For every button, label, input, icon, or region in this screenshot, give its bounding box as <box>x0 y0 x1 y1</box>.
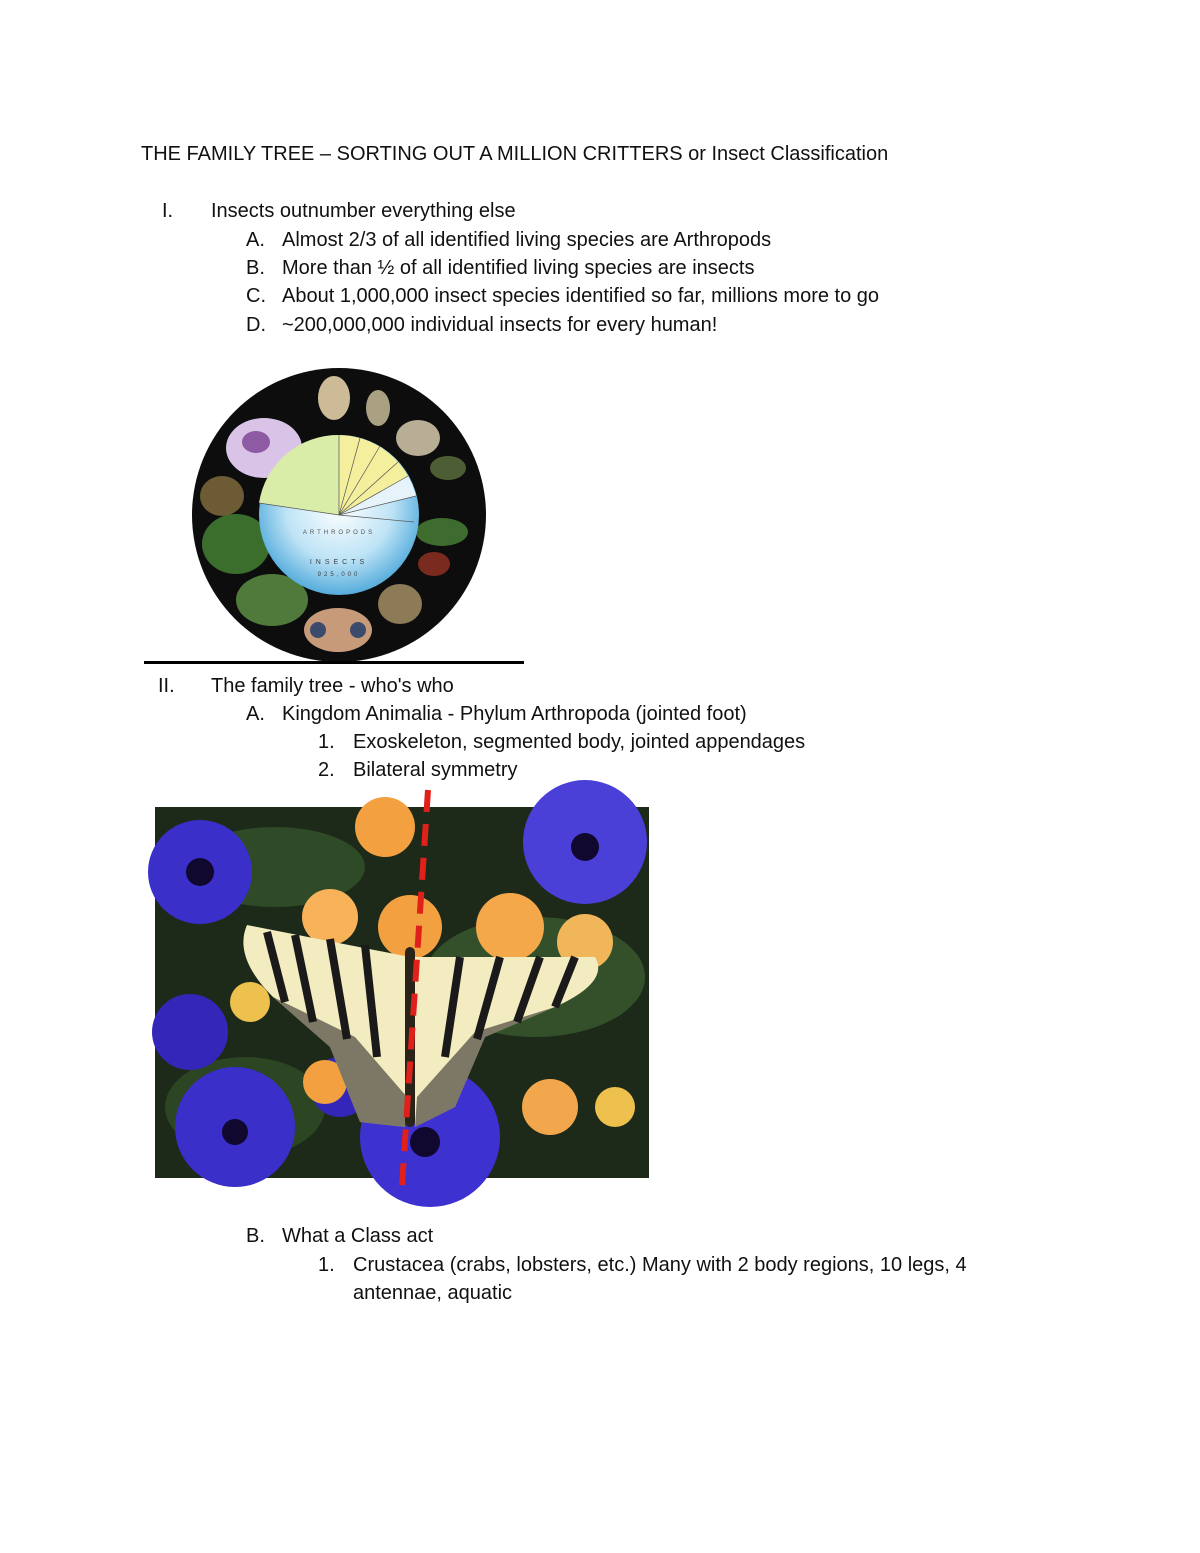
species-wheel-image <box>192 368 486 662</box>
list-marker: B. <box>246 257 265 279</box>
center-count: 925,000 <box>317 572 361 578</box>
list-item: Almost 2/3 of all identified living species are Arthropods <box>282 229 772 251</box>
list-item: Exoskeleton, segmented body, jointed appendages <box>353 731 806 753</box>
list-item: Kingdom Animalia - Phylum Arthropoda (jointed foot) <box>282 703 747 725</box>
list-marker: A. <box>246 229 265 251</box>
list-marker: 1. <box>318 731 335 753</box>
section-2-heading: The family tree - who's who <box>211 675 454 697</box>
center-label: INSECTS <box>309 559 369 566</box>
list-marker: D. <box>246 314 266 336</box>
list-item: What a Class act <box>282 1225 434 1247</box>
list-marker: 1. <box>318 1254 335 1276</box>
list-marker: B. <box>246 1225 265 1247</box>
page-title: THE FAMILY TREE – SORTING OUT A MILLION CRITTERS or Insect Classification <box>141 143 889 165</box>
list-item-continuation: antennae, aquatic <box>353 1282 513 1304</box>
horizontal-rule <box>144 661 524 664</box>
list-marker: C. <box>246 285 266 307</box>
ring-label: ARTHROPODS <box>302 530 376 536</box>
list-item: About 1,000,000 insect species identified so far, millions more to go <box>282 285 880 307</box>
section-2-marker: II. <box>158 675 175 697</box>
list-item: ~200,000,000 individual insects for every human! <box>282 314 718 336</box>
list-item: Bilateral symmetry <box>353 759 518 781</box>
list-item: Crustacea (crabs, lobsters, etc.) Many with 2 body regions, 10 legs, 4 <box>353 1254 967 1276</box>
section-1-marker: I. <box>162 200 174 222</box>
list-marker: 2. <box>318 759 335 781</box>
list-item: More than ½ of all identified living species are insects <box>282 257 755 279</box>
section-1-heading: Insects outnumber everything else <box>211 200 516 222</box>
symmetry-line-icon <box>390 786 440 1190</box>
list-marker: A. <box>246 703 265 725</box>
